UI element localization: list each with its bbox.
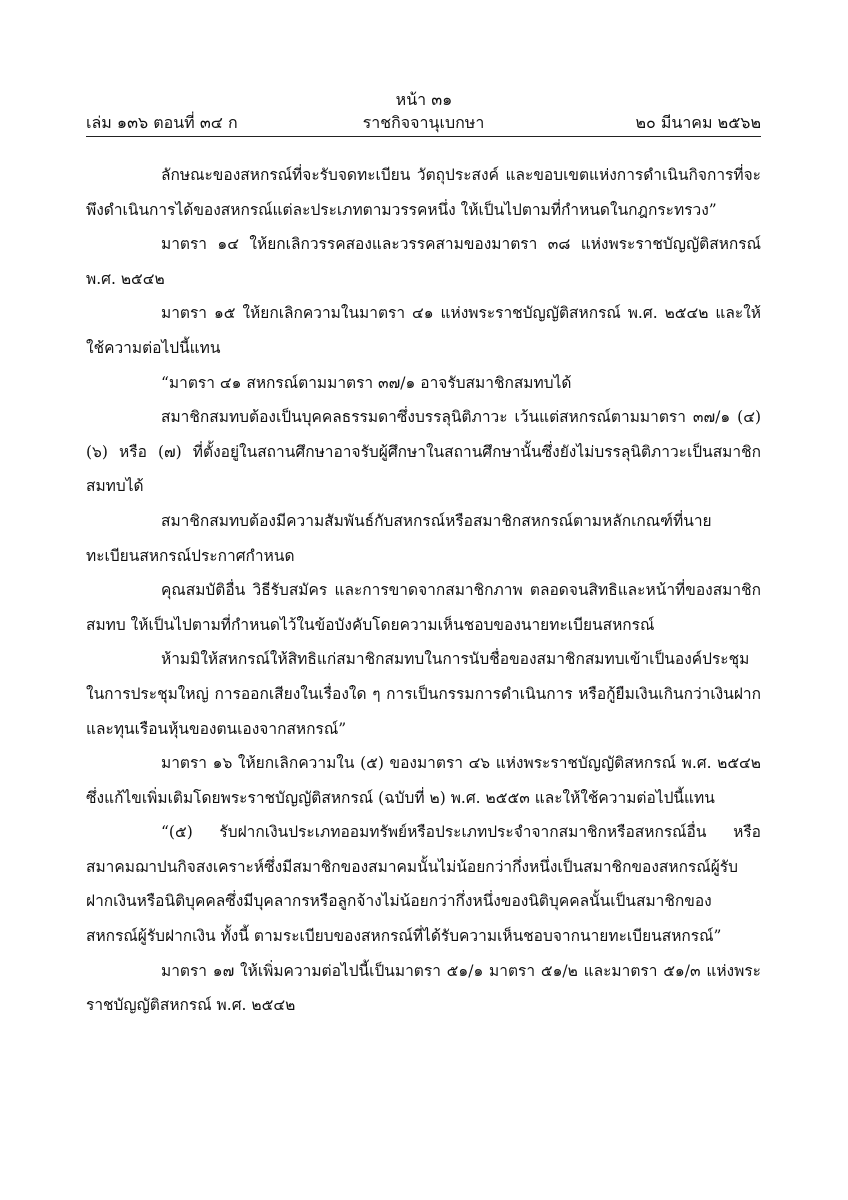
paragraph: มาตรา ๑๔ ให้ยกเลิกวรรคสองและวรรคสามของมาตรา ๓๘ แห่งพระราชบัญญัติสหกรณ์ พ.ศ. ๒๕๔๒ [86, 235, 761, 288]
gazette-header [86, 111, 761, 133]
paragraph: มาตรา ๑๖ ให้ยกเลิกความใน (๕) ของมาตรา ๔๖ แห่งพระราชบัญญัติสหกรณ์ พ.ศ. ๒๕๔๒ ซึ่งแก้ไขเพิ่มเติมโดยพระราชบัญญัติสหกรณ์ (ฉบับที่ ๒) พ.ศ. ๒๕๕๓ และให้ใช้ความต่อไปนี้แทน [86, 754, 761, 807]
paragraph: ห้ามมิให้สหกรณ์ให้สิทธิแก่สมาชิกสมทบในการนับชื่อของสมาชิกสมทบเข้าเป็นองค์ประชุมในการประชุมใหญ่ การออกเสียงในเรื่องใด ๆ การเป็นกรรมการดำเนินการ หรือกู้ยืมเงินเกินกว่าเงินฝากและทุนเรือนหุ้นของตนเองจากสหกรณ์” [86, 650, 761, 738]
header-divider [86, 136, 761, 137]
volume-issue: เล่ม ๑๓๖ ตอนที่ ๓๔ ก [86, 113, 238, 132]
paragraph: สมาชิกสมทบต้องมีความสัมพันธ์กับสหกรณ์หรือสมาชิกสหกรณ์ตามหลักเกณฑ์ที่นายทะเบียนสหกรณ์ประกาศกำหนด [86, 511, 712, 565]
paragraph: สมาชิกสมทบต้องเป็นบุคคลธรรมดาซึ่งบรรลุนิติภาวะ เว้นแต่สหกรณ์ตามมาตรา ๓๗/๑ (๔) (๖) หรือ (๗) ที่ตั้งอยู่ในสถานศึกษาอาจรับผู้ศึกษาในสถานศึกษานั้นซึ่งยังไม่บรรลุนิติภาวะเป็นสมาชิกสมทบได้ [86, 408, 761, 496]
paragraph: “(๕) รับฝากเงินประเภทออมทรัพย์หรือประเภทประจำจากสมาชิกหรือสหกรณ์อื่น หรือสมาคมฌาปนกิจสงเคราะห์ซึ่งมีสมาชิกของสมาคมนั้นไม่น้อยกว่ากึ่งหนึ่งเป็นสมาชิกของสหกรณ์ผู้รับฝากเงินหรือนิติบุคคลซึ่งมีบุคลากรหรือลูกจ้างไม่น้อยกว่ากึ่งหนึ่งของนิติบุคคลนั้นเป็นสมาชิกของสหกรณ์ผู้รับฝากเงิน ทั้งนี้ ตามระเบียบของสหกรณ์ที่ได้รับความเห็นชอบจากนายทะเบียนสหกรณ์” [86, 823, 761, 946]
paragraph: มาตรา ๑๗ ให้เพิ่มความต่อไปนี้เป็นมาตรา ๕๑/๑ มาตรา ๕๑/๒ และมาตรา ๕๑/๓ แห่งพระราชบัญญัติสหกรณ์ พ.ศ. ๒๕๔๒ [86, 961, 761, 1015]
publication-date: ๒๐ มีนาคม ๒๕๖๒ [635, 113, 761, 132]
paragraph: “มาตรา ๔๑ สหกรณ์ตามมาตรา ๓๗/๑ อาจรับสมาชิกสมทบได้ [161, 373, 572, 392]
publication-title: ราชกิจจานุเบกษา [362, 113, 485, 132]
paragraph: มาตรา ๑๕ ให้ยกเลิกความในมาตรา ๔๑ แห่งพระราชบัญญัติสหกรณ์ พ.ศ. ๒๕๔๒ และให้ใช้ความต่อไปนี้แทน [86, 304, 761, 357]
document-body [86, 158, 761, 1023]
page-number: หน้า ๓๑ [395, 90, 453, 109]
paragraph: ลักษณะของสหกรณ์ที่จะรับจดทะเบียน วัตถุประสงค์ และขอบเขตแห่งการดำเนินกิจการที่จะพึงดำเนินการได้ของสหกรณ์แต่ละประเภทตามวรรคหนึ่ง ให้เป็นไปตามที่กำหนดในกฎกระทรวง” [86, 166, 761, 219]
paragraph: คุณสมบัติอื่น วิธีรับสมัคร และการขาดจากสมาชิกภาพ ตลอดจนสิทธิและหน้าที่ของสมาชิกสมทบ ให้เป็นไปตามที่กำหนดไว้ในข้อบังคับโดยความเห็นชอบของนายทะเบียนสหกรณ์ [86, 581, 761, 634]
